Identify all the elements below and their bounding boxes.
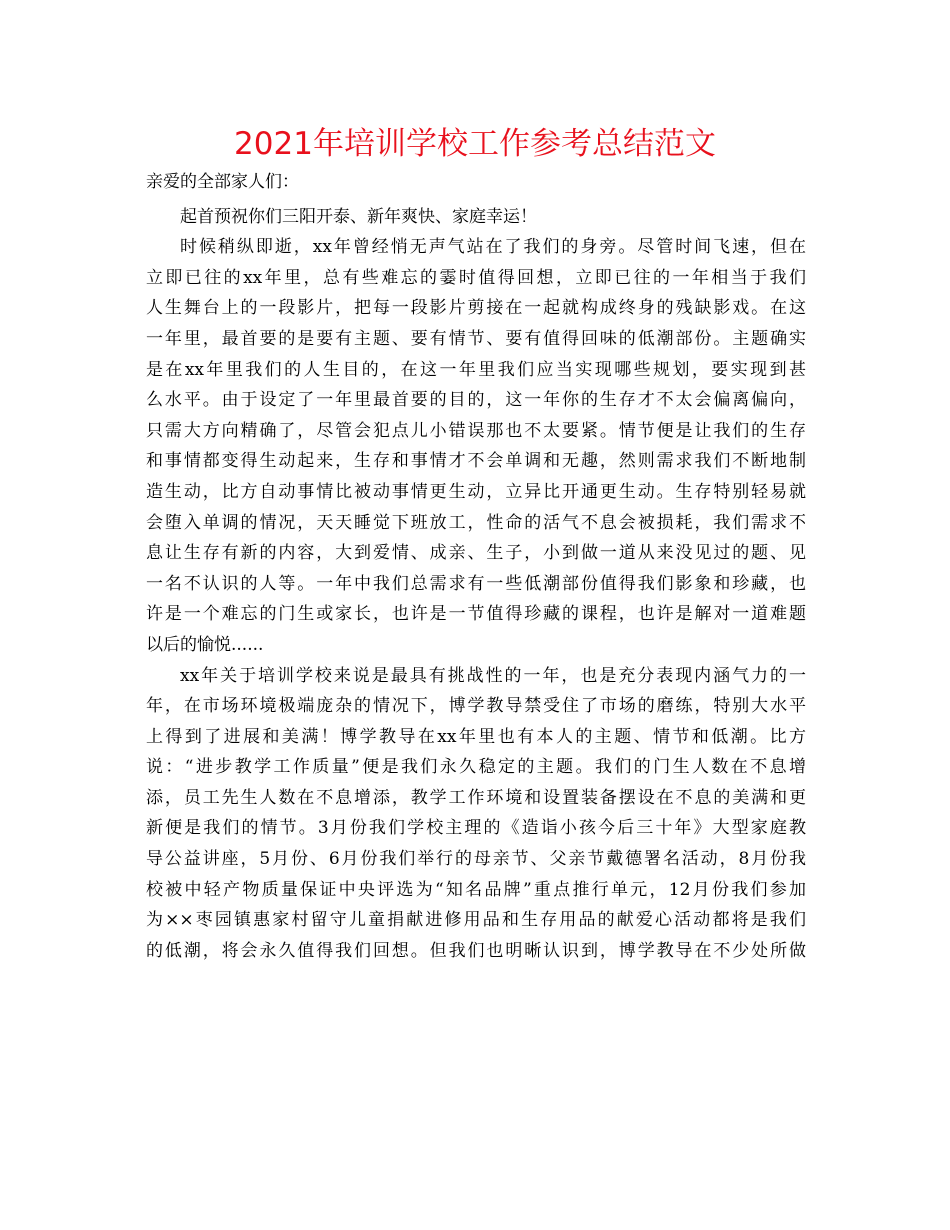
paragraph-line: 一年里，最首要的是要有主题、要有情节、要有值得回味的低潮部份。主题确实: [146, 328, 806, 349]
paragraph-line: 的低潮，将会永久值得我们回想。但我们也明晰认识到，博学教导在不少处所做: [146, 940, 806, 961]
paragraph-line: 时候稍纵即逝，xx年曾经悄无声气站在了我们的身旁。尽管时间飞速，但在: [180, 237, 806, 258]
paragraph-line: xx年关于培训学校来说是最具有挑战性的一年，也是充分表现内涵气力的一: [180, 665, 806, 686]
paragraph-line: 一名不认识的人等。一年中我们总需求有一些低潮部份值得我们影象和珍藏，也: [146, 573, 806, 594]
paragraph-line: 以后的愉悦......: [146, 634, 264, 655]
salutation-line: 亲爱的全部家人们：: [146, 172, 299, 192]
paragraph-line: 只需大方向精确了，尽管会犯点儿小错误那也不太要紧。情节便是让我们的生存: [146, 420, 806, 441]
paragraph-line: 是在xx年里我们的人生目的，在这一年里我们应当实现哪些规划，要实现到甚: [146, 359, 806, 380]
paragraph-line: 新便是我们的情节。3月份我们学校主理的《造诣小孩今后三十年》大型家庭教: [146, 818, 806, 839]
paragraph-line: 会堕入单调的情况，天天睡觉下班放工，性命的活气不息会被损耗，我们需求不: [146, 512, 806, 533]
paragraph-line: 人生舞台上的一段影片，把每一段影片剪接在一起就构成终身的残缺影戏。在这: [146, 298, 806, 319]
paragraph-line: 息让生存有新的内容，大到爱情、成亲、生子，小到做一道从来没见过的题、见: [146, 543, 806, 564]
greeting-line: 起首预祝你们三阳开泰、新年爽快、家庭幸运！: [180, 206, 537, 227]
paragraph-line: 说：“进步教学工作质量”便是我们永久稳定的主题。我们的门生人数在不息增: [146, 757, 806, 778]
paragraph-line: 导公益讲座，5月份、6月份我们举行的母亲节、父亲节戴德署名活动，8月份我: [146, 849, 806, 870]
paragraph-line: 年，在市场环境极端庞杂的情况下，博学教导禁受住了市场的磨练，特别大水平: [146, 696, 806, 717]
paragraph-line: 上得到了进展和美满！博学教导在xx年里也有本人的主题、情节和低潮。比方: [146, 726, 806, 747]
document-title: 2021年培训学校工作参考总结范文: [234, 126, 716, 162]
paragraph-line: 么水平。由于设定了一年里最首要的目的，这一年你的生存才不太会偏离偏向，: [146, 390, 806, 411]
paragraph-line: 造生动，比方自动事情比被动事情更生动，立异比开通更生动。生存特别轻易就: [146, 481, 806, 502]
document-body: [146, 167, 806, 966]
paragraph-line: 立即已往的xx年里，总有些难忘的霎时值得回想，立即已往的一年相当于我们: [146, 267, 806, 288]
paragraph-line: 许是一个难忘的门生或家长，也许是一节值得珍藏的课程，也许是解对一道难题: [146, 604, 806, 625]
paragraph-line: 为××枣园镇惠家村留守儿童捐献进修用品和生存用品的献爱心活动都将是我们: [146, 910, 806, 931]
paragraph-line: 和事情都变得生动起来，生存和事情才不会单调和无趣，然则需求我们不断地制: [146, 451, 806, 472]
paragraph-line: 校被中轻产物质量保证中央评选为“知名品牌”重点推行单元，12月份我们参加: [146, 879, 806, 900]
paragraph-line: 添，员工先生人数在不息增添，教学工作环境和设置装备摆设在不息的美满和更: [146, 787, 806, 808]
